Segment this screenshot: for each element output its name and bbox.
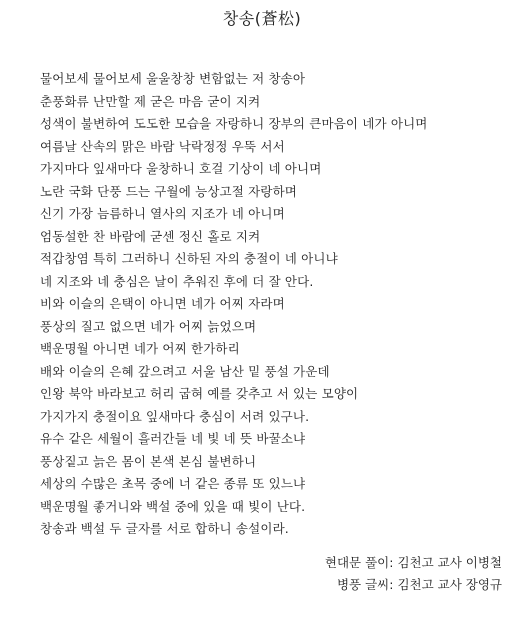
poem-body [40, 68, 510, 541]
poem-line: 배와 이슬의 은혜 갚으려고 서울 남산 밑 풍설 가운데 [40, 363, 330, 379]
poem-line: 백운명월 좋거니와 백설 중에 있을 때 빛이 난다. [40, 498, 306, 514]
poem-line: 가지마다 잎새마다 울창하니 호걸 기상이 네 아니며 [40, 161, 322, 176]
poem-line: 풍상짙고 늙은 몸이 본색 본심 불변하니 [40, 453, 257, 469]
calligraphy-credit: 병풍 글씨: 김천고 교사 장영규 [336, 577, 502, 592]
translation-credit: 현대문 풀이: 김천고 교사 이병철 [324, 555, 502, 570]
poem-line: 인왕 북악 바라보고 허리 굽혀 예를 갖추고 서 있는 모양이 [40, 386, 359, 401]
poem-line: 네 지조와 네 충심은 날이 추워진 후에 더 잘 안다. [40, 273, 314, 289]
credits-block [325, 552, 502, 596]
poem-line: 유수 같은 세월이 흘러간들 네 빛 네 뜻 바꿀소냐 [40, 431, 306, 446]
poem-line: 비와 이슬의 은택이 아니면 네가 어찌 자라며 [40, 296, 285, 311]
poem-line: 엄동설한 찬 바람에 굳센 정신 홀로 지켜 [40, 228, 261, 244]
poem-line: 노란 국화 단풍 드는 구월에 능상고절 자랑하며 [40, 183, 298, 199]
poem-line: 풍상의 질고 없으면 네가 어찌 늙었으며 [40, 318, 257, 334]
poem-line: 적갑창염 특히 그러하니 신하된 자의 충절이 네 아니냐 [40, 251, 338, 266]
poem-line: 창송과 백설 두 글자를 서로 합하니 송설이라. [40, 521, 289, 536]
poem-line: 물어보세 물어보세 울울창창 변함없는 저 창송아 [40, 71, 306, 86]
document-title: 창송(蒼松) [222, 9, 302, 28]
poem-line: 춘풍화류 난만할 제 굳은 마음 굳이 지켜 [40, 93, 261, 109]
poem-line: 성색이 불변하여 도도한 모습을 자랑하니 장부의 큰마음이 네가 아니며 [40, 116, 428, 131]
poem-line: 세상의 수많은 초목 중에 너 같은 종류 또 있느냐 [40, 476, 306, 491]
poem-line: 신기 가장 늠름하니 열사의 지조가 네 아니며 [40, 206, 285, 221]
poem-line: 여름날 산속의 맑은 바람 낙락정정 우뚝 서서 [40, 138, 285, 154]
poem-line: 백운명월 아니면 네가 어찌 한가하리 [40, 341, 240, 356]
poem-line: 가지가지 충절이요 잎새마다 충심이 서려 있구나. [40, 408, 310, 424]
